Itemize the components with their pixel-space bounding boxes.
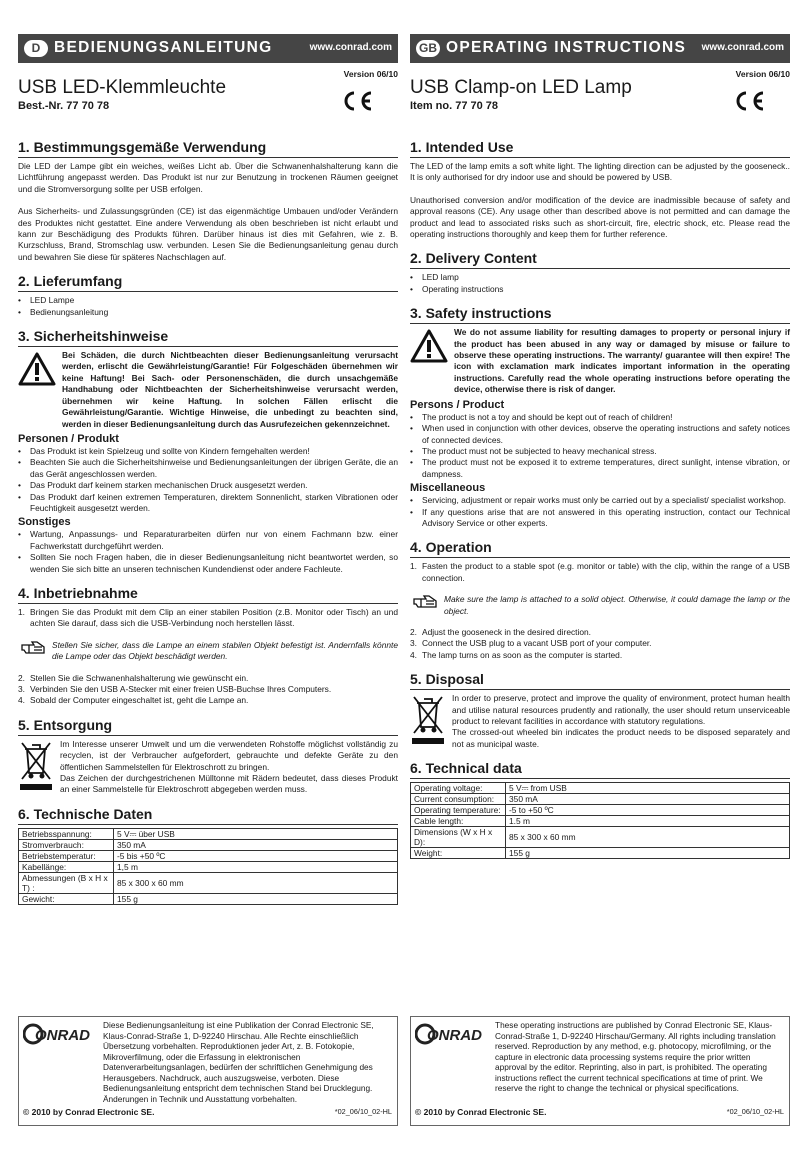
list-item: 2. Adjust the gooseneck in the desired direction. bbox=[410, 626, 592, 637]
paragraph: The LED of the lamp emits a soft white light. The lighting direction can be adjusted by the gooseneck.. It is only authorised for dry indoor use and should be powered by USB. bbox=[410, 161, 790, 183]
list-item: • Das Produkt darf keinem starken mechanischen Druck ausgesetzt werden. bbox=[18, 480, 398, 491]
section-title-tech: 6. Technische Daten bbox=[18, 806, 398, 825]
list-item: 1. Fasten the product to a stable spot (e.g. monitor or table) with the clip, within the range of a USB connection. bbox=[410, 561, 790, 583]
section-title-intended-use: 1. Intended Use bbox=[410, 139, 790, 158]
list-item: 2. Stellen Sie die Schwanenhalshalterung wie gewünscht ein. bbox=[18, 672, 249, 683]
product-number: Item no. 77 70 78 bbox=[410, 100, 499, 112]
footer-box bbox=[18, 1016, 398, 1126]
safety-list bbox=[18, 446, 398, 514]
note-text: Make sure the lamp is attached to a solid object. Otherwise, it could damage the lamp or the object. bbox=[444, 594, 790, 616]
section-title-safety: 3. Sicherheitshinweise bbox=[18, 328, 398, 347]
list-item: • Servicing, adjustment or repair works must only be carried out by a specialist/ specialist workshop. bbox=[410, 495, 790, 506]
disposal-block bbox=[410, 693, 790, 750]
paragraph: Unauthorised conversion and/or modification of the device are inadmissible because of safety and approval reasons (CE). Any usage other than described above is not permitted and can damage the product and lead to associated risks such as short-circuit, fire, electric shock, etc. Please read the operating instructions thoroughly and keep them for further reference. bbox=[410, 194, 790, 240]
copyright: © 2010 by Conrad Electronic SE. bbox=[415, 1107, 547, 1117]
disposal-block bbox=[18, 739, 398, 796]
english-column bbox=[410, 0, 790, 859]
list-item: • The product must not be subjected to heavy mechanical stress. bbox=[410, 446, 790, 457]
steps-list bbox=[410, 627, 790, 661]
list-item: • LED lamp bbox=[410, 272, 790, 283]
table-row: Cable length: 1.5 m bbox=[411, 816, 790, 827]
list-item: • When used in conjunction with other devices, observe the operating instructions and safety notices of connected devices. bbox=[410, 423, 790, 446]
paragraph: Aus Sicherheits- und Zulassungsgründen (CE) ist das eigenmächtige Umbauen und/oder Verändern des Produktes nicht gestattet. Eine andere Verwendung als oben beschrieben ist nicht erlaubt und kann zur Beschädigung des Produkts führen. Darüber hinaus ist dies mit Gefahren, wie z. B. Kurzschluss, Brand, Stromschlag usw. verbunden. Lesen Sie die Bedienungsanleitung genau durch und bewahren Sie diese für späteres Nachschlagen auf. bbox=[18, 206, 398, 262]
list-item: • Beachten Sie auch die Sicherheitshinweise und Bedienungsanleitungen der übrigen Geräte, die an das Gerät angeschlossen werden. bbox=[18, 457, 398, 480]
warning-block bbox=[18, 350, 398, 430]
pointing-hand-icon bbox=[412, 594, 438, 610]
steps-list bbox=[18, 607, 398, 630]
steps-list bbox=[410, 561, 790, 584]
document-code: *02_06/10_02-HL bbox=[334, 1107, 392, 1116]
header-url: www.conrad.com bbox=[309, 42, 392, 53]
table-row: Operating temperature: -5 to +50 ºC bbox=[411, 805, 790, 816]
footer-text: These operating instructions are published by Conrad Electronic SE, Klaus-Conrad-Straße 1, D-92240 Hirschau/Germany. All rights including translation reserved. Reproduction by any method, e.g. photocopy, microfilming, or the capture in electronic data processing systems require the prior written approval by the editor. Reprinting, also in part, is prohibited. The operating instructions reflect the current technical specifications at time of print. We reserve the right to change the technical or physical specifications. bbox=[495, 1020, 776, 1093]
warning-triangle-icon bbox=[410, 329, 448, 363]
tech-table bbox=[410, 782, 790, 859]
section-title-operation: 4. Operation bbox=[410, 539, 790, 558]
conrad-logo bbox=[415, 1023, 487, 1045]
table-row: Abmessungen (B x H x T) : 85 x 300 x 60 mm bbox=[19, 872, 398, 893]
table-row: Betriebsspannung: 5 V⎓ über USB bbox=[19, 828, 398, 839]
list-item: 1. Bringen Sie das Produkt mit dem Clip an einer stabilen Position (z.B. Monitor oder Tisch) an und achten Sie darauf, dass sich die USB-Verbindung noch herstellen lässt. bbox=[18, 606, 398, 629]
product-heading bbox=[410, 63, 790, 129]
list-item: • Wartung, Anpassungs- und Reparaturarbeiten dürfen nur von einem Fachmann bzw. einer Fachwerkstatt durchgeführt werden. bbox=[18, 529, 398, 552]
svg-text:ONRAD: ONRAD bbox=[427, 1027, 482, 1044]
subheading: Sonstiges bbox=[18, 516, 71, 529]
section-title-tech: 6. Technical data bbox=[410, 760, 790, 779]
section-title-delivery: 2. Lieferumfang bbox=[18, 273, 398, 292]
warning-text: We do not assume liability for resulting damages to property or personal injury if the product has been abused in any way or damaged by misuse or failure to observe these operating instructions. The warranty/ guarantee will then expire! The icon with exclamation mark indicates important information in the operating instructions. Carefully read the whole operating instructions before operating the device, otherwise there is risk of danger. bbox=[454, 327, 790, 395]
section-title-disposal: 5. Entsorgung bbox=[18, 717, 398, 736]
list-item: • LED Lampe bbox=[18, 295, 398, 306]
language-badge: D bbox=[24, 40, 48, 57]
list-item: 3. Connect the USB plug to a vacant USB port of your computer. bbox=[410, 638, 652, 649]
list-item: • Operating instructions bbox=[410, 284, 790, 295]
table-row: Current consumption: 350 mA bbox=[411, 794, 790, 805]
product-title: USB Clamp-on LED Lamp bbox=[410, 77, 632, 98]
section-title-intended-use: 1. Bestimmungsgemäße Verwendung bbox=[18, 139, 398, 158]
note-block bbox=[18, 640, 398, 663]
list-item: 3. Verbinden Sie den USB A-Stecker mit einer freien USB-Buchse Ihres Computers. bbox=[18, 684, 332, 694]
table-row: Gewicht: 155 g bbox=[19, 893, 398, 904]
note-text: Stellen Sie sicher, dass die Lampe an einem stabilen Objekt befestigt ist. Andernfalls könnte die Lampe oder das Objekt beschädigt werden. bbox=[52, 639, 398, 662]
conrad-logo bbox=[23, 1023, 95, 1045]
tech-table bbox=[18, 828, 398, 905]
table-row: Betriebstemperatur: -5 bis +50 ºC bbox=[19, 850, 398, 861]
warning-block bbox=[410, 327, 790, 395]
paragraph: The crossed-out wheeled bin indicates the product needs to be disposed separately and not as municipal waste. bbox=[452, 727, 790, 749]
header-bar bbox=[18, 34, 398, 63]
pointing-hand-icon bbox=[20, 640, 46, 656]
crossed-bin-icon bbox=[18, 739, 54, 791]
language-badge: GB bbox=[416, 40, 440, 57]
paragraph: In order to preserve, protect and improve the quality of environment, protect human health and utilise natural resources prudently and rationally, the user should return unserviceable product to relevant facilities in accordance with statutory regulations. bbox=[452, 693, 790, 726]
paragraph: Das Zeichen der durchgestrichenen Mülltonne mit Rädern bedeutet, dass dieses Produkt an einer Sammelstelle für Elektroschrott abgegeben werden muss. bbox=[60, 773, 398, 795]
copyright: © 2010 by Conrad Electronic SE. bbox=[23, 1107, 155, 1117]
list-item: • The product must not be exposed it to extreme temperatures, direct sunlight, intense vibration, or dampness. bbox=[410, 457, 790, 480]
version-label: Version 06/10 bbox=[735, 69, 790, 79]
product-heading bbox=[18, 63, 398, 129]
list-item: • If any questions arise that are not answered in this operating instruction, contact our Technical Advisory Service or other experts. bbox=[410, 507, 790, 530]
version-label: Version 06/10 bbox=[343, 69, 398, 79]
header-url: www.conrad.com bbox=[701, 42, 784, 53]
list-item: • Sollten Sie noch Fragen haben, die in dieser Bedienungsanleitung nicht beantwortet werden, so wenden Sie sich bitte an unseren technischen Kundendienst oder andere Fachleute. bbox=[18, 552, 398, 575]
list-item: • The product is not a toy and should be kept out of reach of children! bbox=[410, 412, 790, 423]
table-row: Stromverbrauch: 350 mA bbox=[19, 839, 398, 850]
paragraph: Im Interesse unserer Umwelt und um die verwendeten Rohstoffe möglichst vollständig zu recyclen, ist der Verbraucher aufgefordert, gebrauchte und defekte Geräte zu den öffentlichen Sammelstellen für Elektroschrott zu bringen. bbox=[60, 738, 398, 772]
german-column bbox=[18, 0, 398, 905]
note-block bbox=[410, 594, 790, 617]
misc-list bbox=[18, 529, 398, 575]
warning-text: Bei Schäden, die durch Nichtbeachten dieser Bedienungsanleitung verursacht werden, erlischt die Gewährleistung/Garantie! Für Folgeschäden übernehmen wir keine Haftung! Bei Sach- oder Personenschäden, die durch unsachgemäße Handhabung oder Nichtbeachten der Sicherheitshinweise verursacht werden, übernehmen wir keine Haftung. In solchen Fällen erlischt die Gewährleistung/Garantie. Wichtige Hinweise, die unbedingt zu beachten sind, werden in dieser Bedienungsanleitung durch das Ausrufezeichen gekennzeichnet. bbox=[62, 350, 398, 429]
header-title: OPERATING INSTRUCTIONS bbox=[446, 39, 687, 56]
table-row: Operating voltage: 5 V⎓ from USB bbox=[411, 783, 790, 794]
section-title-delivery: 2. Delivery Content bbox=[410, 250, 790, 269]
ce-mark-icon bbox=[732, 90, 766, 112]
misc-list bbox=[410, 495, 790, 529]
section-title-disposal: 5. Disposal bbox=[410, 671, 790, 690]
footer-box bbox=[410, 1016, 790, 1126]
section-title-safety: 3. Safety instructions bbox=[410, 305, 790, 324]
list-item: 4. Sobald der Computer eingeschaltet ist, geht die Lampe an. bbox=[18, 695, 249, 706]
product-title: USB LED-Klemmleuchte bbox=[18, 77, 227, 98]
delivery-list bbox=[410, 272, 790, 295]
section-title-operation: 4. Inbetriebnahme bbox=[18, 585, 398, 604]
header-bar bbox=[410, 34, 790, 63]
crossed-bin-icon bbox=[410, 693, 446, 745]
svg-text:ONRAD: ONRAD bbox=[35, 1027, 90, 1044]
table-row: Dimensions (W x H x D): 85 x 300 x 60 mm bbox=[411, 827, 790, 848]
table-row: Weight: 155 g bbox=[411, 848, 790, 859]
table-row: Kabellänge: 1,5 m bbox=[19, 861, 398, 872]
list-item: • Das Produkt darf keinen extremen Temperaturen, direktem Sonnenlicht, starken Vibrationen oder Feuchtigkeit ausgesetzt werden. bbox=[18, 492, 398, 515]
document-code: *02_06/10_02-HL bbox=[726, 1107, 784, 1116]
list-item: • Bedienungsanleitung bbox=[18, 307, 398, 318]
warning-triangle-icon bbox=[18, 352, 56, 386]
list-item: 4. The lamp turns on as soon as the computer is started. bbox=[410, 649, 623, 660]
subheading: Personen / Produkt bbox=[18, 432, 119, 445]
product-number: Best.-Nr. 77 70 78 bbox=[18, 100, 110, 112]
paragraph: Die LED der Lampe gibt ein weiches, weißes Licht ab. Über die Schwanenhalshalterung kann die Lichtführung angepasst werden. Das Produkt ist nur zur Benutzung in trockenen Räumen geeignet und die Stromversorgung sollte per USB erfolgen. bbox=[18, 161, 398, 194]
list-item: • Das Produkt ist kein Spielzeug und sollte von Kindern ferngehalten werden! bbox=[18, 446, 398, 457]
header-title: BEDIENUNGSANLEITUNG bbox=[54, 39, 273, 56]
steps-list bbox=[18, 673, 398, 707]
footer-text: Diese Bedienungsanleitung ist eine Publikation der Conrad Electronic SE, Klaus-Conrad-Straße 1, D-92240 Hirschau. Alle Rechte einschließlich Übersetzung vorbehalten. Reproduktionen jeder Art, z. B. Fotokopie, Mikroverfilmung, oder die Erfassung in elektronischen Datenverarbeitungsanlagen, bedürfen der schriftlichen Genehmigung des Herausgebers. Nachdruck, auch auszugsweise, verboten. Diese Bedienungsanleitung entspricht dem technischen Stand bei Drucklegung. Änderungen in Technik und Ausstattung vorbehalten. bbox=[103, 1020, 374, 1104]
ce-mark-icon bbox=[340, 90, 374, 112]
safety-list bbox=[410, 412, 790, 480]
subheading: Miscellaneous bbox=[410, 482, 486, 495]
delivery-list bbox=[18, 295, 398, 318]
subheading: Persons / Product bbox=[410, 398, 505, 411]
